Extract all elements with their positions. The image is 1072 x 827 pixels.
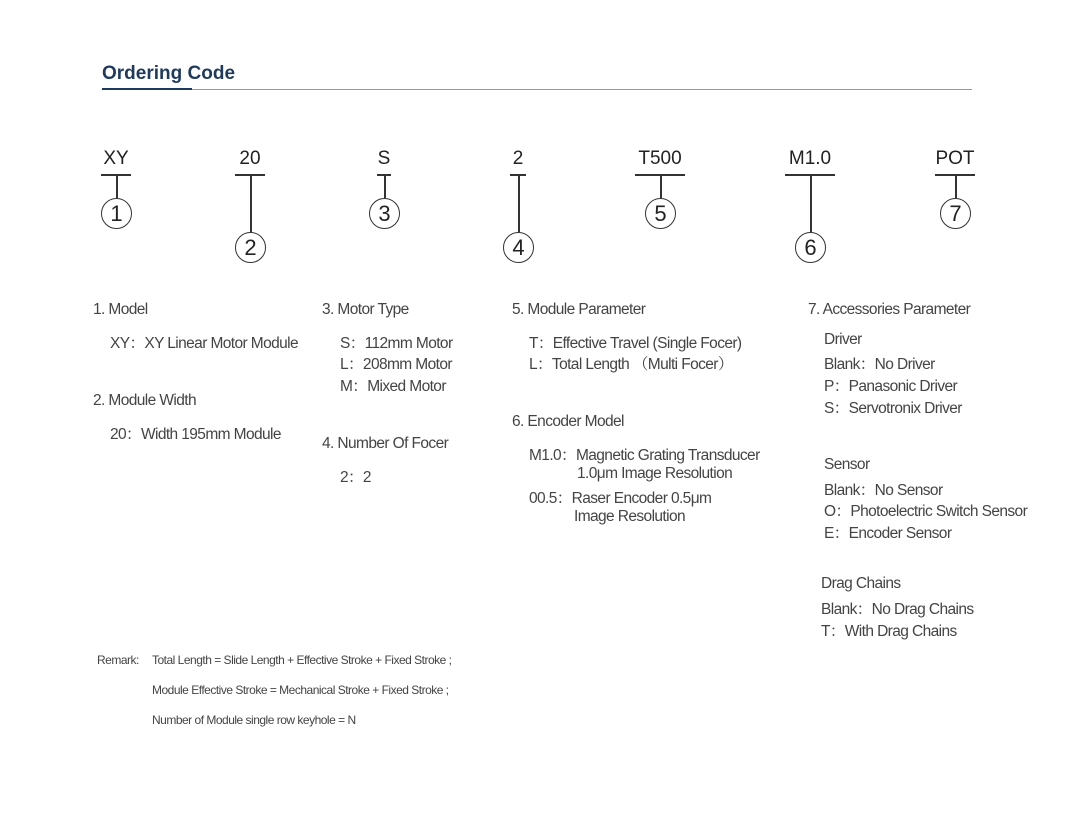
code-7-connector [955, 174, 957, 198]
sensor-option: Blank：No Sensor [824, 482, 943, 499]
remark-line: Module Effective Stroke = Mechanical Stroke + Fixed Stroke ; [152, 683, 449, 697]
code-4-connector [518, 174, 520, 232]
driver-option: Blank：No Driver [824, 356, 935, 373]
focer-option: 2：2 [340, 469, 371, 486]
code-7-label: POT [935, 148, 975, 169]
code-2-number: 2 [235, 232, 266, 263]
code-4-number: 4 [503, 232, 534, 263]
motor-option: S：112mm Motor [340, 335, 453, 352]
driver-subheading: Driver [824, 331, 862, 348]
drag-option: Blank：No Drag Chains [821, 601, 974, 618]
drag-option: T：With Drag Chains [821, 623, 957, 640]
remark-line: Number of Module single row keyhole = N [152, 713, 356, 727]
encoder-heading: 6. Encoder Model [512, 413, 624, 430]
code-4-label: 2 [512, 148, 524, 169]
param-option: L：Total Length （Multi Focer） [529, 356, 733, 373]
code-1-connector [116, 174, 118, 198]
model-option: XY：XY Linear Motor Module [110, 335, 299, 352]
width-heading: 2. Module Width [93, 392, 196, 409]
width-option: 20：Width 195mm Module [110, 426, 281, 443]
remark-line: Total Length = Slide Length + Effective Stroke + Fixed Stroke ; [152, 653, 452, 667]
motor-option: L：208mm Motor [340, 356, 452, 373]
motor-heading: 3. Motor Type [322, 301, 409, 318]
code-6-connector [810, 174, 812, 232]
code-1-label: XY [103, 148, 129, 169]
param-heading: 5. Module Parameter [512, 301, 646, 318]
encoder-option-detail: Image Resolution [574, 508, 686, 525]
code-2-connector [250, 174, 252, 232]
encoder-option-detail: 1.0μm Image Resolution [577, 465, 733, 482]
page-title: Ordering Code [102, 63, 236, 84]
code-6-number: 6 [795, 232, 826, 263]
code-6-label: M1.0 [788, 148, 832, 169]
code-3-number: 3 [369, 198, 400, 229]
remark-label: Remark: [97, 653, 139, 667]
title-divider-accent [102, 88, 192, 90]
drag-subheading: Drag Chains [821, 575, 901, 592]
title-divider [102, 89, 972, 90]
code-3-label: S [377, 148, 391, 169]
encoder-option: M1.0：Magnetic Grating Transducer [529, 447, 760, 464]
code-1-number: 1 [101, 198, 132, 229]
encoder-option: 00.5：Raser Encoder 0.5μm [529, 490, 712, 507]
sensor-option: O：Photoelectric Switch Sensor [824, 503, 1028, 520]
focer-heading: 4. Number Of Focer [322, 435, 449, 452]
sensor-option: E：Encoder Sensor [824, 525, 952, 542]
sensor-subheading: Sensor [824, 456, 870, 473]
accessories-heading: 7. Accessories Parameter [808, 301, 971, 318]
motor-option: M：Mixed Motor [340, 378, 446, 395]
code-3-connector [384, 174, 386, 198]
driver-option: P：Panasonic Driver [824, 378, 958, 395]
model-heading: 1. Model [93, 301, 148, 318]
code-2-label: 20 [239, 148, 261, 169]
code-5-number: 5 [645, 198, 676, 229]
code-5-connector [660, 174, 662, 198]
param-option: T：Effective Travel (Single Focer) [529, 335, 742, 352]
driver-option: S：Servotronix Driver [824, 400, 962, 417]
code-7-number: 7 [940, 198, 971, 229]
code-5-label: T500 [638, 148, 682, 169]
